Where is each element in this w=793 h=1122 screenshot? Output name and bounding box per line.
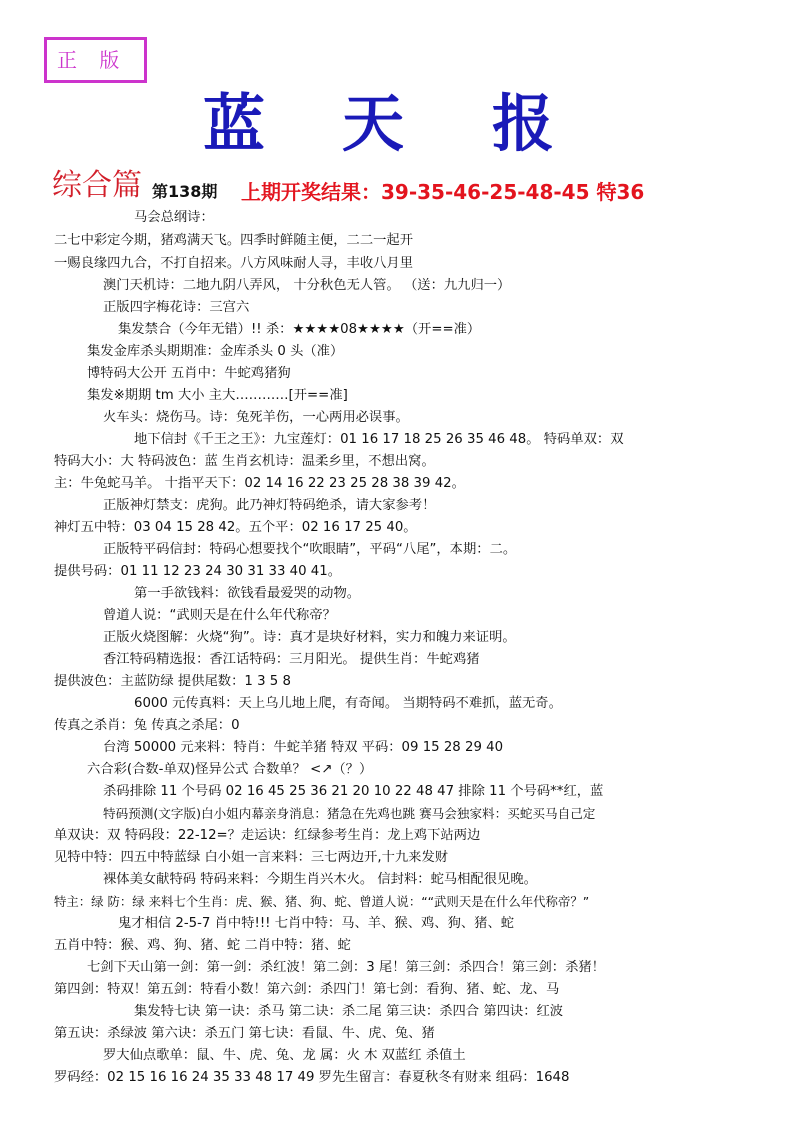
text-line: 火车头：烧伤马。诗：兔死羊伤，一心两用必误事。	[103, 410, 409, 425]
text-line: 特码预测(文字版)白小姐内幕亲身消息：猪急在先鸡也跳 赛马会独家料：买蛇买马自己定	[103, 806, 596, 821]
text-line: 一赐良缘四九合，不打自招来。八方风味耐人寻，丰收八月里	[54, 256, 414, 271]
text-line: 罗大仙点歌单：鼠、牛、虎、兔、龙 属：火 木 双蓝红 杀值土	[103, 1048, 466, 1063]
text-line: 地下信封《千王之王》：九宝莲灯：01 16 17 18 25 26 35 46 48。 特码单双：双	[134, 432, 624, 447]
text-line: 五肖中特：猴、鸡、狗、猪、蛇 二肖中特：猪、蛇	[54, 938, 351, 953]
text-line: 单双诀：双 特码段：22-12=？走运诀：红绿参考生肖：龙上鸡下站两边	[54, 828, 481, 843]
text-line: 正版特平码信封：特码心想要找个“吹眼睛”，平码“八尾”，本期：二。	[103, 542, 517, 557]
text-line: 传真之杀肖：兔 传真之杀尾：0	[54, 718, 240, 733]
text-line: 特码大小：大 特码波色：蓝 生肖玄机诗：温柔乡里，不想出窝。	[54, 454, 435, 469]
text-line: 集发金库杀头期期准：金库杀头 0 头（准）	[87, 344, 344, 359]
text-line: 正版神灯禁支：虎狗。此乃神灯特码绝杀，请大家参考！	[103, 498, 436, 513]
text-line: 台湾 50000 元来料：特肖：牛蛇羊猪 特双 平码：09 15 28 29 40	[103, 740, 504, 755]
text-line: 正版四字梅花诗：三宫六	[103, 300, 250, 315]
text-line: 见特中特：四五中特蓝绿 白小姐一言来料：三七两边开,十九来发财	[54, 850, 449, 865]
text-line: 二七中彩定今期，猪鸡满天飞。四季时鲜随主便，二二一起开	[54, 233, 414, 248]
edition-badge: 正 版	[44, 37, 147, 83]
text-line: 6000 元传真料：天上乌儿地上爬，有奇闻。 当期特码不难抓，蓝无奇。	[134, 696, 562, 711]
text-line: 曾道人说：“武则天是在什么年代称帝？	[103, 608, 336, 623]
text-line: 罗码经：02 15 16 16 24 35 33 48 17 49 罗先生留言：春夏秋冬有财来 组码：1648	[54, 1070, 570, 1085]
text-line: 提供波色：主蓝防绿 提供尾数：1 3 5 8	[54, 674, 291, 689]
text-line: 马会总纲诗：	[134, 210, 214, 225]
last-results: 上期开奖结果：39-35-46-25-48-45 特36	[241, 180, 645, 204]
text-line: 第四剑：特双！第五剑：特看小数！第六剑：杀四门！第七剑：看狗、猪、蛇、龙、马	[54, 982, 560, 997]
text-line: 澳门天机诗：二地九阴八弄风， 十分秋色无人管。 （送：九九归一）	[103, 278, 511, 293]
text-line: 主：牛兔蛇马羊。 十指平天下：02 14 16 22 23 25 28 38 39 42。	[54, 476, 465, 491]
text-line: 鬼才相信 2-5-7 肖中特!!! 七肖中特：马、羊、猴、鸡、狗、猪、蛇	[118, 916, 515, 931]
masthead-char-1: 蓝	[203, 87, 266, 160]
text-line: 正版火烧图解：火烧“狗”。诗：真才是块好材料，实力和魄力来证明。	[103, 630, 516, 645]
text-line: 提供号码：01 11 12 23 24 30 31 33 40 41。	[54, 564, 342, 579]
text-line: 博特码大公开 五肖中：牛蛇鸡猪狗	[87, 366, 291, 381]
masthead-char-2: 天	[342, 87, 405, 160]
text-line: 第一手欲钱料：欲钱看最爱哭的动物。	[134, 586, 361, 601]
text-line: 杀码排除 11 个号码 02 16 45 25 36 21 20 10 22 48 47 排除 11 个号码**红，蓝	[103, 784, 604, 799]
text-line: 特主：绿 防：绿 来料七个生肖：虎、猴、猪、狗、蛇、曾道人说：““武则天是在什么年代称帝？”	[54, 894, 590, 909]
text-line: 六合彩(合数-单双)怪异公式 合数单？ <↗（？）	[87, 762, 373, 777]
text-line: 裸体美女献特码 特码来料：今期生肖兴木火。 信封料：蛇马相配很见晚。	[103, 872, 537, 887]
text-line: 集发※期期 tm 大小 主大…………[开==准]	[87, 388, 348, 403]
text-line: 七剑下天山第一剑：第一剑：杀红波！第二剑：3 尾！第三剑：杀四合！第三剑：杀猪！	[87, 960, 605, 975]
issue-number: 第138期	[152, 182, 218, 201]
masthead-char-3: 报	[492, 87, 555, 160]
text-line: 香江特码精选报：香江话特码：三月阳光。 提供生肖：牛蛇鸡猪	[103, 652, 480, 667]
text-line: 第五诀：杀绿波 第六诀：杀五门 第七诀：看鼠、牛、虎、兔、猪	[54, 1026, 435, 1041]
text-line: 集发特七诀 第一诀：杀马 第二诀：杀二尾 第三诀：杀四合 第四诀：红波	[134, 1004, 564, 1019]
text-line: 神灯五中特：03 04 15 28 42。五个平：02 16 17 25 40。	[54, 520, 417, 535]
section-title: 综合篇	[52, 168, 142, 203]
text-line: 集发禁合（今年无错）!! 杀：★★★★08★★★★（开==准）	[118, 322, 481, 337]
